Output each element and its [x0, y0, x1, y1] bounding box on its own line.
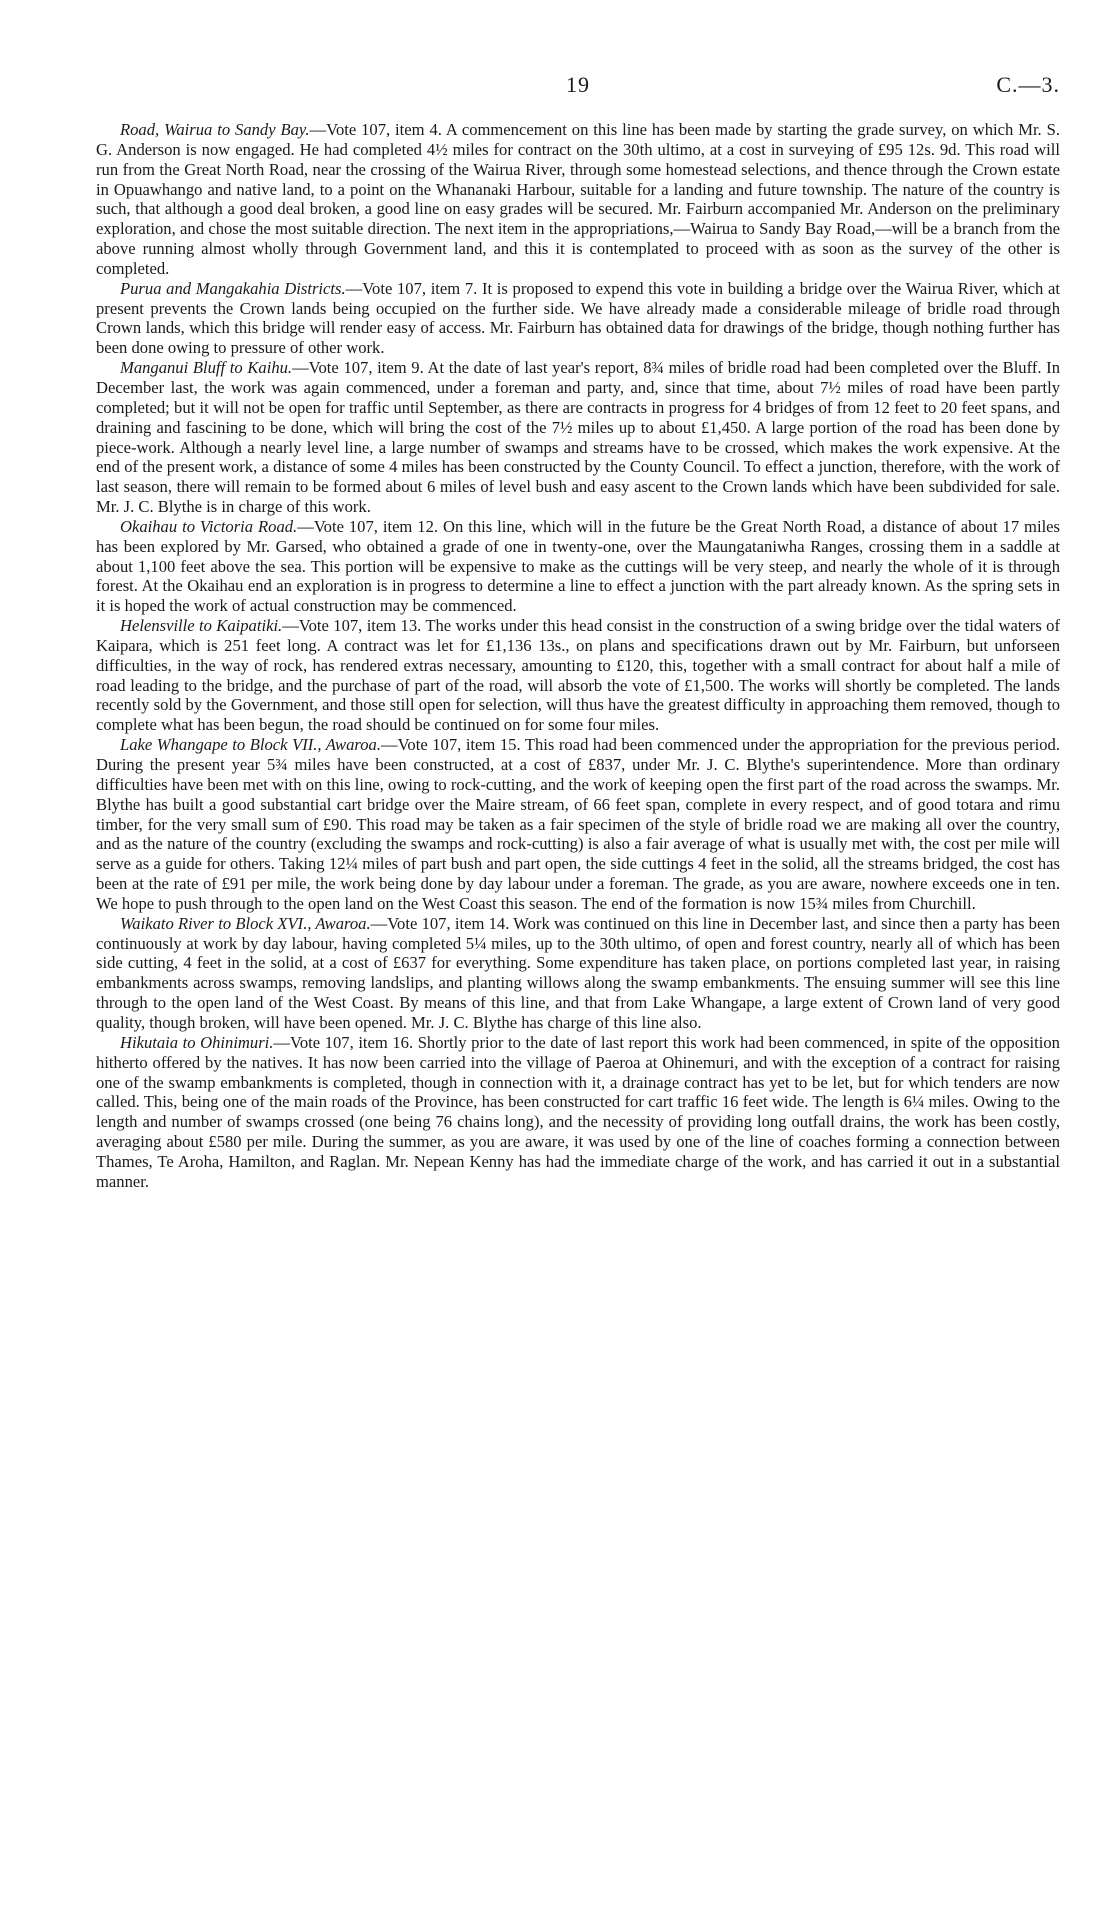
paragraph-text: —Vote 107, item 16. Shortly prior to the date of last report this work had been commenced, in spite of the opposition hitherto offered by the natives. It has now been carried into the village of Paeroa at Ohinemuri, and with the exception of a contract for raising one of the swamp embankments is completed, though in connection with it, a drainage contract has yet to be let, but for which tenders are now called. This, being one of the main roads of the Province, has been constructed for cart traffic 16 feet wide. The length is 6¼ miles. Owing to the length and number of swamps crossed (one being 76 chains long), and the necessity of providing long outfall drains, the work has been costly, averaging about £580 per mile. During the summer, as you are aware, it was used by one of the line of coaches forming a connection between Thames, Te Aroha, Hamilton, and Raglan. Mr. Nepean Kenny has had the immediate charge of the work, and has carried it out in a substantial manner. [96, 1032, 1060, 1191]
page-number: 19 [566, 72, 590, 97]
paragraph-text: —Vote 107, item 15. This road had been commenced under the appropriation for the previous period. During the present year 5¾ miles have been constructed, at a cost of £837, under Mr. J. C. Blythe's superintendence. More than ordinary difficulties have been met with on this line, owing to rock-cutting, and the work of keeping open the first part of the road across the swamps. Mr. Blythe has built a good substantial cart bridge over the Maire stream, of 66 feet span, complete in every respect, and of good totara and rimu timber, for the very small sum of £90. This road may be taken as a fair specimen of the style of bridle road we are making all over the country, and as the nature of the country (excluding the swamps and rock-cutting) is also a fair average of what is usually met with, the cost per mile will serve as a guide for others. Taking 12¼ miles of part bush and part open, the side cuttings 4 feet in the solid, all the streams bridged, the cost has been at the rate of £91 per mile, the work being done by day labour under a foreman. The grade, as you are aware, nowhere exceeds one in ten. We hope to push through to the open land on the West Coast this season. The end of the formation is now 15¾ miles from Churchill. [96, 735, 1060, 913]
paragraph-waikato-river [96, 914, 1060, 1033]
report-body [96, 120, 1060, 1192]
page-header [96, 72, 1060, 104]
paragraph-text: —Vote 107, item 4. A commencement on this line has been made by starting the grade survey, on which Mr. S. G. Anderson is now engaged. He had completed 4½ miles for contract on the 30th ultimo, at a cost in surveying of £95 12s. 9d. This road will run from the Great North Road, near the crossing of the Wairua River, through some homestead selections, and thence through the Crown estate in Opuawhango and native land, to a point on the Whananaki Harbour, suitable for a landing and future township. The nature of the country is such, that although a good deal broken, a good line on easy grades will be secured. Mr. Fairburn accompanied Mr. Anderson on the preliminary exploration, and chose the most suitable direction. The next item in the appropriations,—Wairua to Sandy Bay Road,—will be a branch from the above running almost wholly through Government land, and this it is contemplated to proceed with as soon as the survey of the other is completed. [96, 120, 1060, 278]
paragraph-text: —Vote 107, item 7. It is proposed to expend this vote in building a bridge over the Wairua River, which at present prevents the Crown lands being occupied on the further side. We have already made a considerable mileage of bridle road through Crown lands, which this bridge will render easy of access. Mr. Fairburn has obtained data for drawings of the bridge, though nothing further has been done owing to pressure of other work. [96, 278, 1060, 358]
paragraph-text: —Vote 107, item 13. The works under this head consist in the construction of a swing bridge over the tidal waters of Kaipara, which is 251 feet long. A contract was let for £1,136 13s., on plans and specifications drawn out by Mr. Fairburn, but unforseen difficulties, in the way of rock, has rendered extras necessary, amounting to £120, this, together with a small contract for about half a mile of road leading to the bridge, and the purchase of part of the road, will absorb the vote of £1,500. The works will shortly be completed. The lands recently sold by the Government, and those still open for selection, will thus have the greatest difficulty in approaching them removed, though to complete what has been begun, the road should be continued on for some four miles. [96, 616, 1060, 735]
paragraph-helensville-kaipatiki [96, 616, 1060, 735]
paragraph-title: Waikato River to Block XVI., Awaroa. [120, 913, 371, 933]
paragraph-wairua-sandy-bay [96, 120, 1060, 279]
paragraph-lake-whangape [96, 735, 1060, 914]
paragraph-hikutaia-ohinimuri [96, 1033, 1060, 1192]
paragraph-text: —Vote 107, item 9. At the date of last year's report, 8¾ miles of bridle road had been completed over the Bluff. In December last, the work was again commenced, under a foreman and party, and, since that time, about 7½ miles of road have been partly completed; but it will not be open for traffic until September, as there are contracts in progress for 4 bridges of from 12 feet to 20 feet spans, and draining and fascining to be done, which will bring the cost of the 7½ miles up to about £1,450. A large portion of the road has been done by piece-work. Although a nearly level line, a large number of swamps and streams have to be crossed, which makes the work expensive. At the end of the present work, a distance of some 4 miles has been constructed by the County Council. To effect a junction, therefore, with the work of last season, there will remain to be formed about 6 miles of level bush and easy ascent to the Crown lands which have been subdivided for sale. Mr. J. C. Blythe is in charge of this work. [96, 358, 1060, 517]
paragraph-text: —Vote 107, item 12. On this line, which will in the future be the Great North Road, a distance of about 17 miles has been explored by Mr. Garsed, who obtained a grade of one in twenty-one, over the Maungataniwha Ranges, crossing them in a saddle at about 1,100 feet above the sea. This portion will be expensive to make as the cuttings will be very steep, and nearly the whole of it is through forest. At the Okaihau end an exploration is in progress to determine a line to effect a junction with the part already known. As the spring sets in it is hoped the work of actual construction may be commenced. [96, 516, 1061, 616]
paragraph-text: —Vote 107, item 14. Work was continued on this line in December last, and since then a party has been continuously at work by day labour, having completed 5¼ miles, up to the 30th ultimo, of open and forest country, nearly all of which has been side cutting, 4 feet in the solid, at a cost of £637 for everything. Some expenditure has taken place, on portions completed last year, in raising embankments across swamps, removing landslips, and planting willows along the swamp embankments. The ensuing summer will see this line through to the open land of the West Coast. By means of this line, and that from Lake Whangape, a large extent of Crown land of very good quality, though broken, will have been opened. Mr. J. C. Blythe has charge of this line also. [96, 913, 1060, 1032]
paragraph-title: Road, Wairua to Sandy Bay. [120, 120, 310, 139]
paragraph-manganui-kaihu [96, 358, 1060, 517]
paragraph-title: Hikutaia to Ohinimuri. [120, 1032, 274, 1052]
paragraph-title: Okaihau to Victoria Road. [120, 516, 298, 536]
paragraph-title: Lake Whangape to Block VII., Awaroa. [120, 735, 381, 755]
paragraph-title: Helensville to Kaipatiki. [120, 616, 283, 636]
paragraph-title: Purua and Mangakahia Districts. [120, 278, 346, 298]
document-reference: C.—3. [996, 72, 1060, 97]
paragraph-okaihau-victoria [96, 517, 1060, 616]
paragraph-title: Manganui Bluff to Kaihu. [120, 358, 293, 378]
paragraph-purua-mangakahia [96, 279, 1060, 358]
